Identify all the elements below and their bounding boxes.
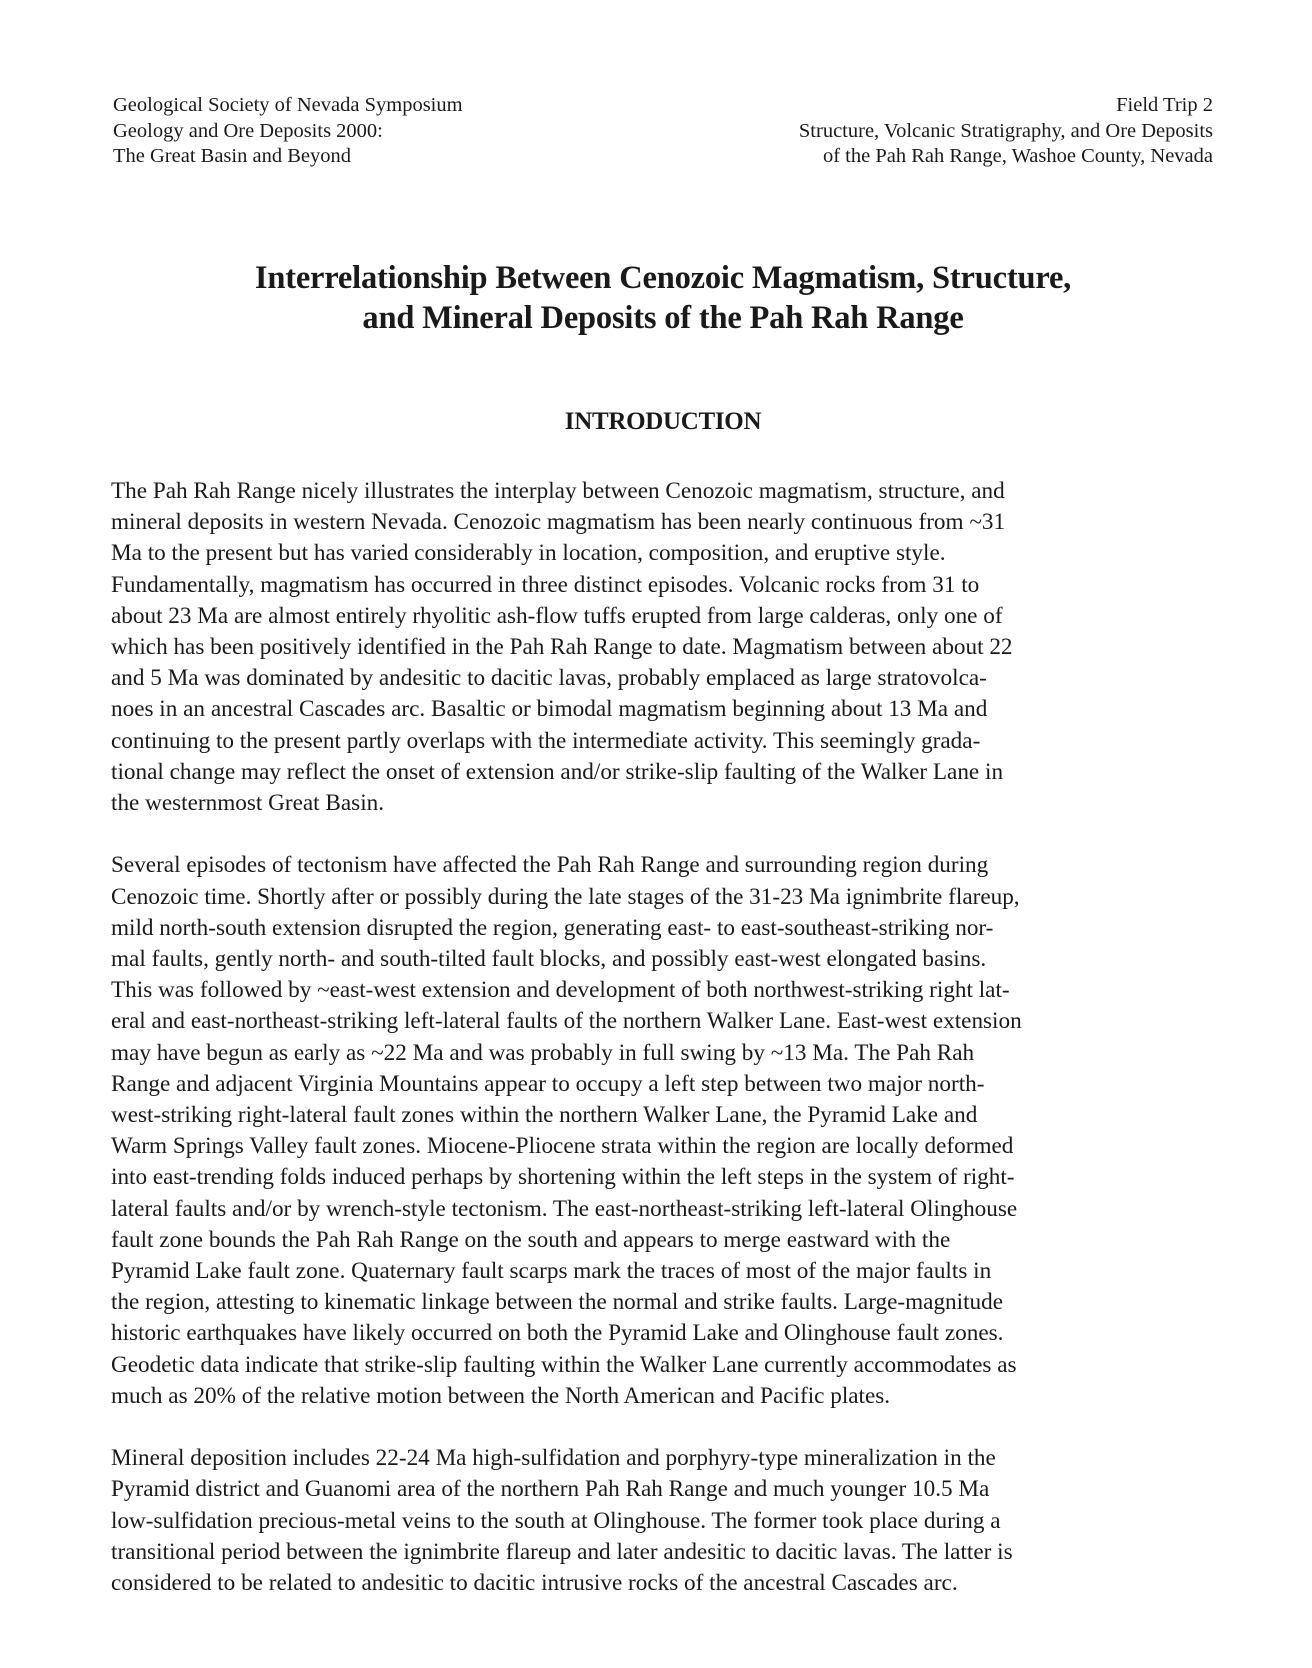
paragraph-line: Ma to the present but has varied considerably in location, composition, and eruptive style. [111, 540, 946, 567]
paragraph-line: lateral faults and/or by wrench-style tectonism. The east-northeast-striking left-lateral Olinghouse [111, 1195, 1018, 1222]
body-text [111, 476, 1221, 1630]
paragraph-line: Pyramid Lake fault zone. Quaternary fault scarps mark the traces of most of the major faults in [111, 1258, 992, 1285]
paragraph-line: the region, attesting to kinematic linkage between the normal and strike faults. Large-magnitude [111, 1289, 1004, 1316]
header-left-line: The Great Basin and Beyond [113, 145, 351, 167]
paragraph-line: historic earthquakes have likely occurred on both the Pyramid Lake and Olinghouse fault zones. [111, 1320, 1004, 1347]
paragraph-line: west-striking right-lateral fault zones within the northern Walker Lane, the Pyramid Lake and [111, 1102, 978, 1129]
paragraph-line: Mineral deposition includes 22-24 Ma high-sulfidation and porphyry-type mineralization in the [111, 1445, 996, 1472]
running-header [113, 93, 1213, 170]
paragraph-line: Warm Springs Valley fault zones. Miocene-Pliocene strata within the region are locally deformed [111, 1133, 1014, 1160]
paragraph-line: Geodetic data indicate that strike-slip faulting within the Walker Lane currently accommodates as [111, 1351, 1017, 1378]
header-left-block [113, 93, 463, 170]
paragraph-line: noes in an ancestral Cascades arc. Basaltic or bimodal magmatism beginning about 13 Ma and [111, 696, 988, 723]
header-right-line: Structure, Volcanic Stratigraphy, and Ore Deposits [798, 119, 1213, 142]
paragraph-line: Range and adjacent Virginia Mountains appear to occupy a left step between two major north- [111, 1070, 985, 1097]
paragraph [111, 1443, 1221, 1599]
paragraph-line: fault zone bounds the Pah Rah Range on the south and appears to merge eastward with the [111, 1226, 951, 1253]
header-right-line: Field Trip 2 [1116, 94, 1213, 116]
title-line: Interrelationship Between Cenozoic Magmatism, Structure, [254, 260, 1072, 296]
paragraph-line: low-sulfidation precious-metal veins to the south at Olinghouse. The former took place during a [111, 1507, 1001, 1534]
paragraph-line: mineral deposits in western Nevada. Cenozoic magmatism has been nearly continuous from ~31 [111, 509, 1006, 536]
paragraph-line: considered to be related to andesitic to dacitic intrusive rocks of the ancestral Cascades arc. [111, 1570, 958, 1597]
paragraph-line: Cenozoic time. Shortly after or possibly during the late stages of the 31-23 Ma ignimbrite flareup, [111, 883, 1020, 910]
title-line: and Mineral Deposits of the Pah Rah Range [362, 300, 964, 336]
paragraph-line: Several episodes of tectonism have affected the Pah Rah Range and surrounding region during [111, 852, 989, 879]
section-heading: INTRODUCTION [564, 408, 762, 435]
header-left-line: Geology and Ore Deposits 2000: [113, 119, 383, 142]
paragraph-line: much as 20% of the relative motion between the North American and Pacific plates. [111, 1382, 891, 1409]
paragraph-line: tional change may reflect the onset of extension and/or strike-slip faulting of the Walker Lane in [111, 758, 1004, 785]
paragraph-line: which has been positively identified in the Pah Rah Range to date. Magmatism between about 22 [111, 634, 1013, 661]
paragraph-line: The Pah Rah Range nicely illustrates the interplay between Cenozoic magmatism, structure, and [111, 478, 1005, 504]
paragraph-line: eral and east-northeast-striking left-lateral faults of the northern Walker Lane. East-west extension [111, 1008, 1022, 1035]
paragraph-line: Fundamentally, magmatism has occurred in three distinct episodes. Volcanic rocks from 31 to [111, 571, 980, 598]
header-right-line: of the Pah Rah Range, Washoe County, Nevada [822, 145, 1213, 167]
paragraph-line: about 23 Ma are almost entirely rhyolitic ash-flow tuffs erupted from large calderas, only one of [111, 602, 1003, 629]
paragraph-line: into east-trending folds induced perhaps by shortening within the left steps in the system of right- [111, 1164, 1015, 1191]
paragraph-line: may have begun as early as ~22 Ma and was probably in full swing by ~13 Ma. The Pah Rah [111, 1039, 975, 1066]
header-right-block [799, 93, 1213, 170]
paper-title [113, 258, 1213, 338]
header-left-line: Geological Society of Nevada Symposium [113, 94, 463, 116]
paragraph-line: Pyramid district and Guanomi area of the northern Pah Rah Range and much younger 10.5 Ma [111, 1476, 990, 1503]
paragraph-line: the westernmost Great Basin. [111, 790, 385, 817]
paragraph-line: and 5 Ma was dominated by andesitic to dacitic lavas, probably emplaced as large stratovolca- [111, 665, 987, 692]
paragraph-line: This was followed by ~east-west extension and development of both northwest-striking right lat- [111, 977, 1010, 1004]
paragraph-line: continuing to the present partly overlaps with the intermediate activity. This seemingly grada- [111, 727, 981, 754]
paragraph-line: mal faults, gently north- and south-tilted fault blocks, and possibly east-west elongated basins. [111, 946, 987, 973]
paragraph [111, 850, 1221, 1412]
paragraph-line: mild north-south extension disrupted the region, generating east- to east-southeast-striking nor- [111, 914, 994, 941]
paragraph [111, 476, 1221, 819]
paragraph-line: transitional period between the ignimbrite flareup and later andesitic to dacitic lavas. The latter is [111, 1538, 1013, 1565]
